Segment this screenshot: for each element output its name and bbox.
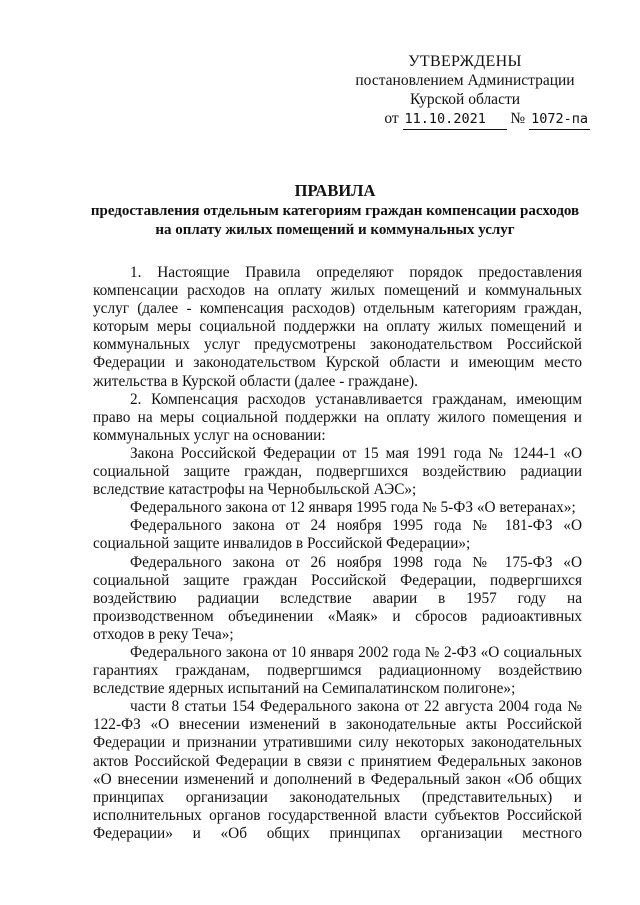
date-prefix: от <box>384 110 399 127</box>
paragraph-4: Федерального закона от 12 января 1995 года № 5-ФЗ «О ветеранах»; <box>130 499 576 517</box>
paragraph-8: части 8 статьи 154 Федерального закона от 22 августа 2004 года № 122-ФЗ «О внесении изменений в законодательные акты Российской Федерации и признании утратившими силу некоторых законодательных актов Российской Федерации в связи с принятием Федеральных законов «О внесении изменений и дополнений в Федеральный закон «Об общих принципах организации законодательных (представительных) и исполнительных органов государственной власти субъектов Российской Федерации» и «Об общих принципах организации местного <box>93 698 582 842</box>
paragraph-2: 2. Компенсация расходов устанавливается гражданам, имеющим право на меры социальной поддержки на оплату жилого помещения и коммунальных услуг на основании: <box>93 390 582 444</box>
document-title-block <box>90 180 580 240</box>
number-prefix: № <box>510 110 526 127</box>
document-title: ПРАВИЛА <box>294 181 376 200</box>
paragraph-5: Федерального закона от 24 ноября 1995 года № 181-ФЗ «О социальной защите инвалидов в Российской Федерации»; <box>93 517 582 553</box>
paragraph-7: Федерального закона от 10 января 2002 года № 2-ФЗ «О социальных гарантиях гражданам, подвергшимся радиационному воздействию вследствие ядерных испытаний на Семипалатинском полигоне»; <box>93 643 582 698</box>
approval-line-1: постановлением Администрации <box>355 72 575 89</box>
approval-stamp-block <box>340 52 590 130</box>
approval-line-2: Курской области <box>409 91 521 108</box>
document-subtitle: предоставления отдельным категориям граждан компенсации расходов на оплату жилых помещений и коммунальных услуг <box>90 203 580 238</box>
approval-number: 1072-па <box>529 110 590 130</box>
approval-date-line <box>340 109 590 130</box>
document-body <box>93 264 582 843</box>
paragraph-6: Федерального закона от 26 ноября 1998 года № 175-ФЗ «О социальной защите граждан Российской Федерации, подвергшихся воздействию радиации вследствие аварии в 1957 году на производственном объединении «Маяк» и сбросов радиоактивных отходов в реку Теча»; <box>93 553 582 643</box>
paragraph-3: Закона Российской Федерации от 15 мая 1991 года № 1244-1 «О социальной защите граждан, подвергшихся воздействию радиации вследствие катастрофы на Чернобыльской АЭС»; <box>93 444 582 499</box>
approval-date: 11.10.2021 <box>403 110 507 130</box>
paragraph-1: 1. Настоящие Правила определяют порядок предоставления компенсации расходов на оплату жилых помещений и коммунальных услуг (далее - компенсация расходов) отдельным категориям граждан, которым меры социальной поддержки на оплату жилых помещений и коммунальных услуг предусмотрены законодательством Российской Федерации и законодательством Курской области и имеющим место жительства в Курской области (далее - граждане). <box>93 264 582 390</box>
approval-heading: УТВЕРЖДЕНЫ <box>408 53 522 70</box>
